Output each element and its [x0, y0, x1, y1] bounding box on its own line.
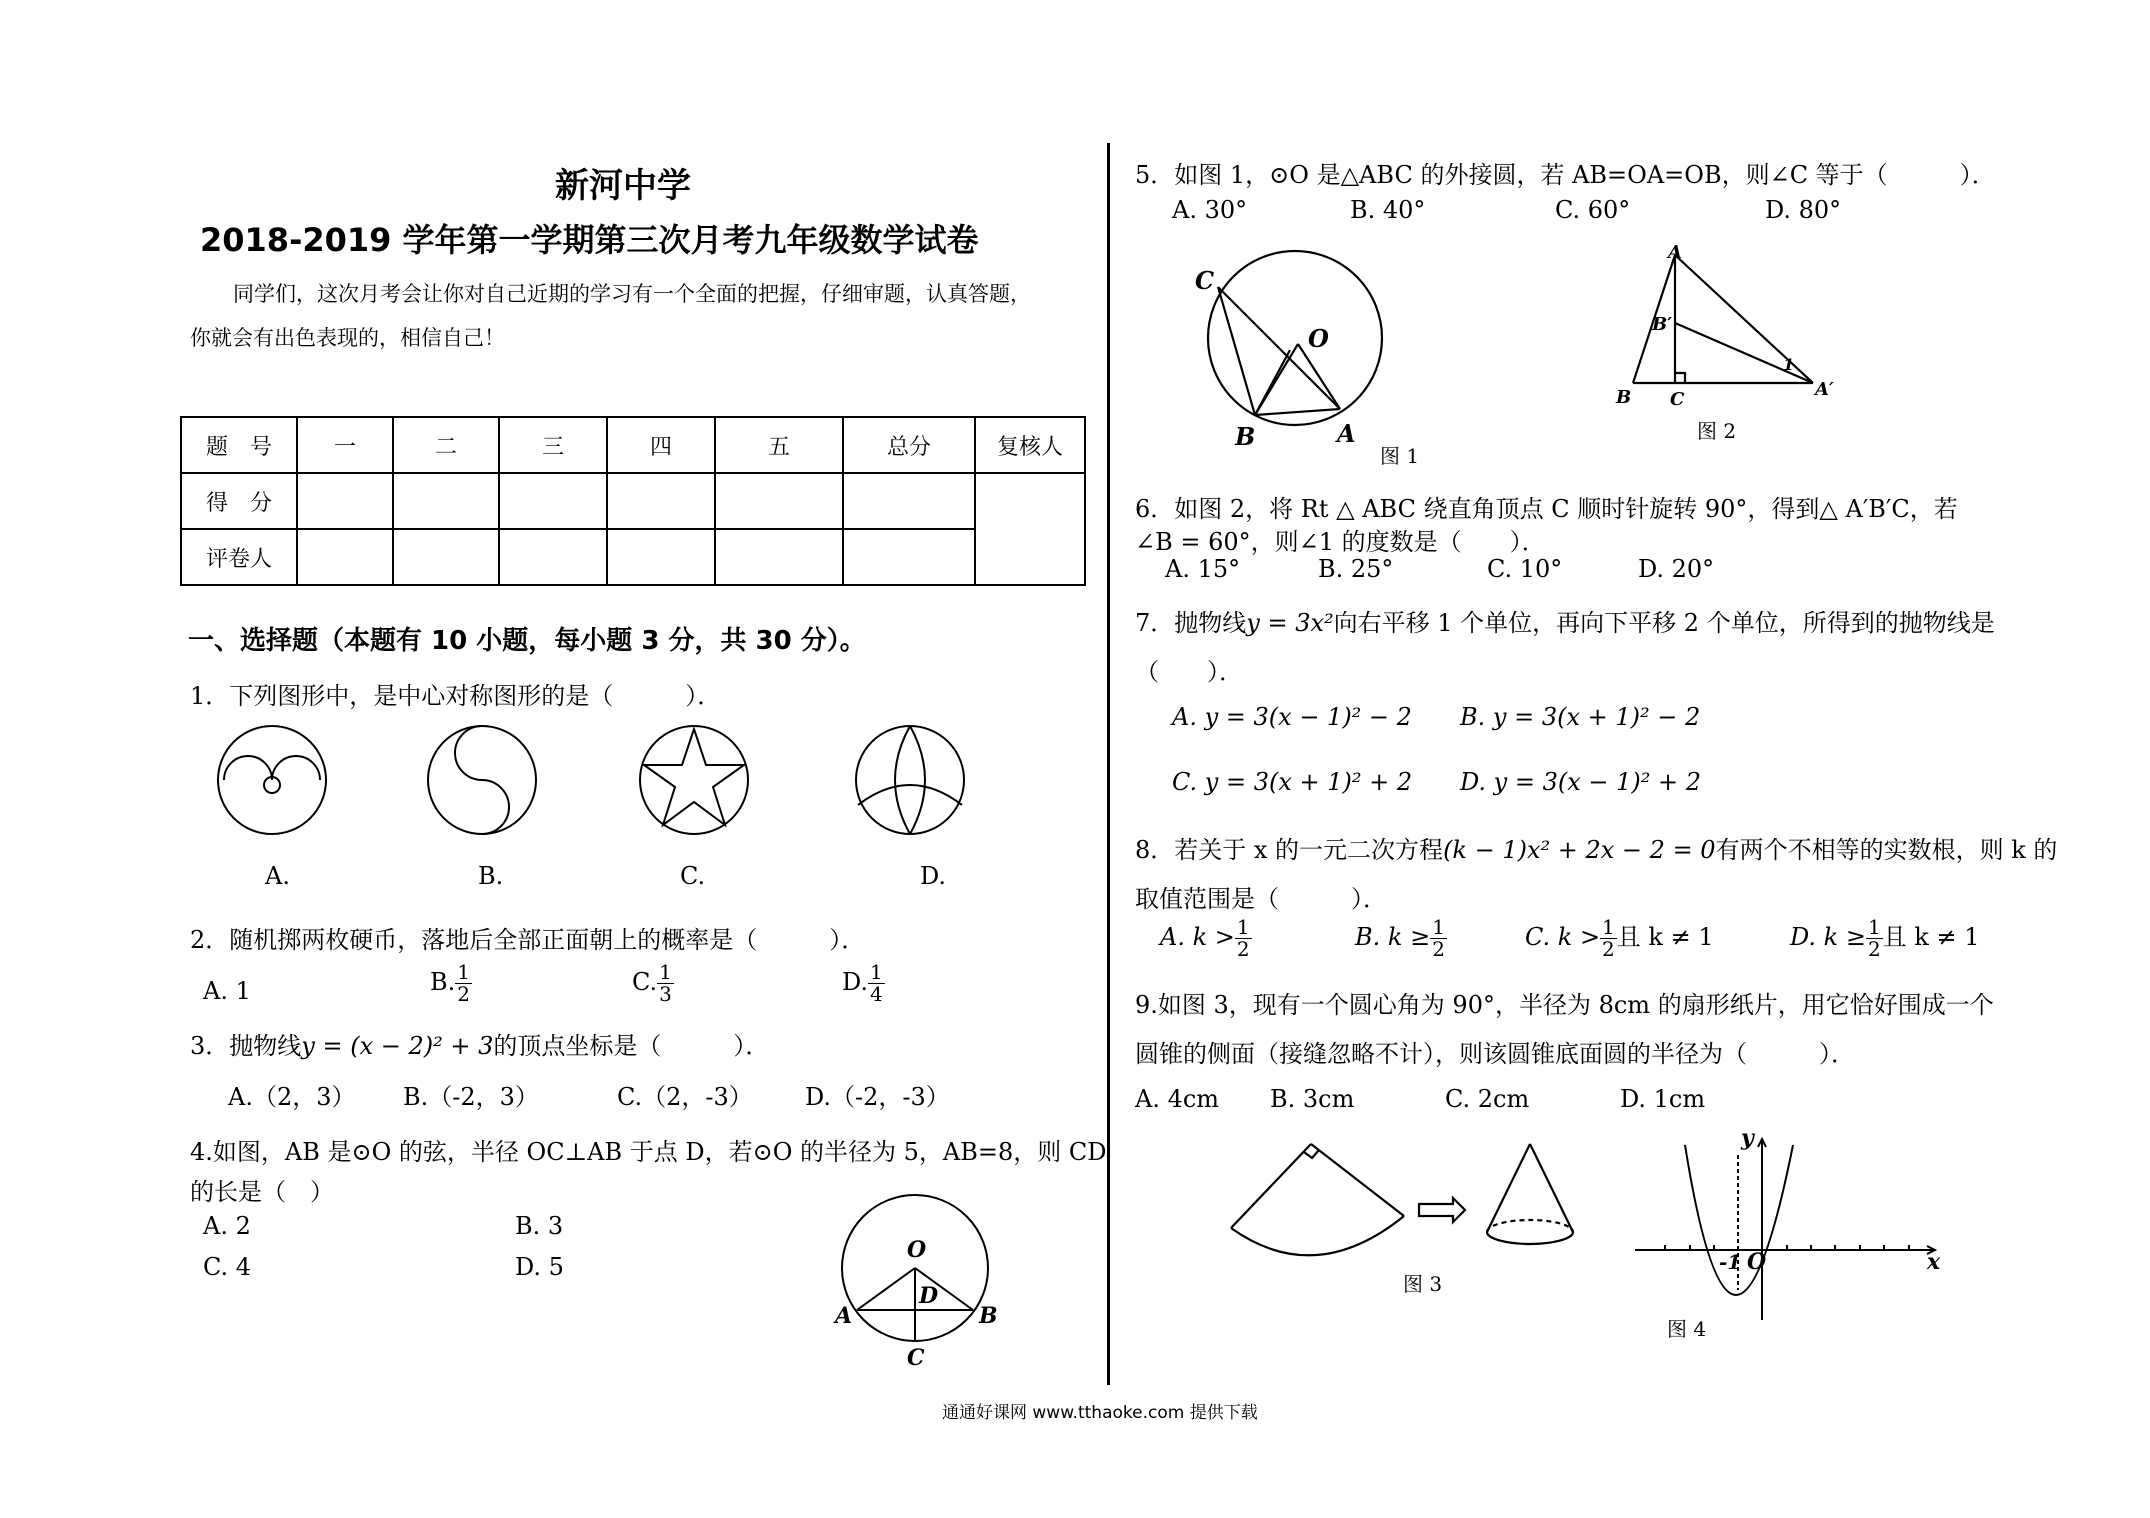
q9-option-a: A. 4cm [1135, 1085, 1220, 1113]
q8-line-1-post: 有两个不相等的实数根，则 k 的 [1715, 836, 2058, 864]
q1-option-d: D. [920, 862, 947, 890]
q5-fig1-label-a: A [1337, 419, 1356, 448]
q3-stem [190, 1026, 769, 1061]
q2-option-c-prefix: C. [632, 968, 658, 996]
q6-fig2-label-a-prime: A′ [1815, 379, 1834, 400]
q2-option-d-prefix: D. [842, 968, 869, 996]
q4-option-a: A. 2 [203, 1212, 251, 1240]
q8-option-b [1355, 917, 1447, 960]
grader-input-cell[interactable] [499, 529, 607, 585]
q1-option-a: A. [265, 862, 290, 890]
q2-option-c [632, 962, 674, 1005]
table-cell: 复核人 [975, 417, 1085, 473]
q7-option-b: B. y = 3(x + 1)² − 2 [1460, 703, 1701, 731]
fraction-numerator: 1 [457, 960, 470, 984]
q9-fig4-label-x: x [1927, 1249, 1941, 1275]
q4-label-b: B [979, 1303, 998, 1329]
q1-stem: 1．下列图形中，是中心对称图形的是（ ）． [190, 682, 722, 710]
school-name: 新河中学 [555, 166, 691, 206]
reviewer-cell[interactable] [975, 473, 1085, 585]
grader-input-cell[interactable] [393, 529, 499, 585]
fraction-numerator: 1 [870, 960, 883, 984]
q6-option-c: C. 10° [1487, 555, 1563, 583]
score-input-cell[interactable] [715, 473, 843, 529]
q1-option-b: B. [478, 862, 504, 890]
q8-option-d-fraction [1866, 917, 1883, 960]
table-cell: 三 [499, 417, 607, 473]
q5-option-d: D. 80° [1765, 196, 1842, 224]
fraction-numerator: 1 [659, 960, 672, 984]
table-cell: 总分 [843, 417, 975, 473]
q8-option-d [1790, 917, 1979, 960]
q1-figure-d [856, 726, 964, 834]
q4-option-b: B. 3 [515, 1212, 564, 1240]
q7-line-2: （ ）． [1135, 658, 1243, 686]
table-cell: 一 [297, 417, 393, 473]
fraction-denominator: 2 [457, 982, 470, 1006]
q5-option-a: A. 30° [1172, 196, 1248, 224]
q8-option-d-post: 且 k ≠ 1 [1882, 923, 1980, 951]
q8-option-c [1525, 917, 1714, 960]
fraction-numerator: 1 [1236, 915, 1250, 939]
q1-figures [210, 725, 990, 845]
q1-figure-b [428, 726, 536, 834]
score-input-cell[interactable] [607, 473, 715, 529]
fraction-denominator: 4 [870, 982, 883, 1006]
table-cell: 四 [607, 417, 715, 473]
q7-option-a: A. y = 3(x − 1)² − 2 [1172, 703, 1412, 731]
q8-option-c-pre: C. k > [1525, 923, 1601, 951]
q4-label-d: D [919, 1283, 939, 1309]
score-row [181, 473, 1085, 529]
q5-stem: 5．如图 1，⊙O 是△ABC 的外接圆，若 AB=OA=OB，则∠C 等于（ ）． [1135, 161, 1996, 189]
q9-option-b: B. 3cm [1270, 1085, 1355, 1113]
q2-option-c-fraction [657, 962, 674, 1005]
q1-figure-a [218, 726, 326, 834]
q8-line-1 [1135, 830, 2057, 865]
q9-fig3-caption: 图 3 [1403, 1272, 1443, 1296]
column-divider [1107, 143, 1110, 1385]
q5-figure-1 [1190, 262, 1420, 467]
section-1-heading: 一、选择题（本题有 10 小题，每小题 3 分，共 30 分）。 [188, 626, 866, 656]
q6-fig2-label-a: A [1668, 242, 1682, 263]
grader-input-cell[interactable] [607, 529, 715, 585]
q5-option-b: B. 40° [1350, 196, 1426, 224]
table-cell: 题 号 [181, 417, 297, 473]
q8-option-c-fraction [1600, 917, 1617, 960]
q6-fig2-caption: 图 2 [1697, 419, 1737, 443]
q2-stem: 2．随机掷两枚硬币，落地后全部正面朝上的概率是（ ）． [190, 926, 866, 954]
fraction-denominator: 2 [1867, 937, 1881, 961]
score-input-cell[interactable] [843, 473, 975, 529]
fraction-numerator: 1 [1867, 915, 1881, 939]
q5-fig1-label-b: B [1235, 422, 1256, 451]
q2-option-b-prefix: B. [430, 968, 456, 996]
footer-text: 通通好课网 www.tthaoke.com 提供下载 [942, 1403, 1258, 1423]
q4-option-d: D. 5 [515, 1253, 564, 1281]
q4-label-c: C [907, 1345, 925, 1371]
fraction-numerator: 1 [1432, 915, 1445, 939]
fraction-denominator: 2 [1236, 937, 1250, 961]
q6-figure-2 [1615, 242, 1835, 415]
q6-option-d: D. 20° [1638, 555, 1715, 583]
q9-line-1: 9.如图 3，现有一个圆心角为 90°，半径为 8cm 的扇形纸片，用它恰好围成一个 [1135, 991, 1994, 1019]
q9-fig4-label-y: y [1741, 1125, 1754, 1151]
fraction-denominator: 2 [1602, 937, 1615, 961]
q4-figure [835, 1185, 1020, 1370]
q4-stem-line-2: 的长是（ ） [190, 1178, 334, 1206]
score-table-header-row [181, 417, 1085, 473]
q6-fig2-label-b-prime: B′ [1652, 314, 1672, 335]
q6-fig2-label-angle-1: 1 [1783, 355, 1795, 374]
q8-equation: (k − 1)x² + 2x − 2 = 0 [1443, 836, 1716, 864]
q5-fig1-label-c: C [1195, 266, 1215, 295]
q7-option-c: C. y = 3(x + 1)² + 2 [1172, 768, 1413, 796]
grader-row [181, 529, 1085, 585]
fraction-numerator: 1 [1602, 915, 1615, 939]
table-cell: 得 分 [181, 473, 297, 529]
grader-input-cell[interactable] [843, 529, 975, 585]
q7-line-1-pre: 7．抛物线 [1135, 609, 1247, 637]
q8-option-c-post: 且 k ≠ 1 [1616, 923, 1714, 951]
q9-fig4-caption: 图 4 [1667, 1317, 1707, 1341]
table-cell: 二 [393, 417, 499, 473]
q4-stem-line-1: 4.如图，AB 是⊙O 的弦，半径 OC⊥AB 于点 D，若⊙O 的半径为 5，AB=8，则 CD [190, 1138, 1107, 1166]
q6-fig2-label-c: C [1670, 389, 1685, 410]
q4-option-c: C. 4 [203, 1253, 252, 1281]
q7-line-1 [1135, 603, 1995, 638]
q3-expression: y = (x − 2)² + 3 [301, 1032, 494, 1060]
q3-stem-post: 的顶点坐标是（ ）． [493, 1032, 770, 1060]
q4-label-a: A [835, 1303, 853, 1329]
q8-line-2: 取值范围是（ ）． [1135, 885, 1387, 913]
score-input-cell[interactable] [499, 473, 607, 529]
q6-option-b: B. 25° [1318, 555, 1394, 583]
q9-option-d: D. 1cm [1620, 1085, 1706, 1113]
q5-fig1-label-o: O [1308, 324, 1329, 353]
q6-option-a: A. 15° [1165, 555, 1241, 583]
q3-stem-pre: 3．抛物线 [190, 1032, 302, 1060]
q9-option-c: C. 2cm [1445, 1085, 1530, 1113]
q4-label-o: O [907, 1237, 927, 1263]
score-input-cell[interactable] [393, 473, 499, 529]
score-input-cell[interactable] [297, 473, 393, 529]
q3-option-b: B.（-2，3） [403, 1083, 539, 1111]
grader-input-cell[interactable] [297, 529, 393, 585]
q5-option-c: C. 60° [1555, 196, 1631, 224]
q7-option-d: D. y = 3(x − 1)² + 2 [1460, 768, 1701, 796]
table-cell: 五 [715, 417, 843, 473]
q8-option-b-fraction [1430, 917, 1447, 960]
q5-fig1-caption: 图 1 [1380, 444, 1420, 468]
q3-option-d: D.（-2，-3） [805, 1083, 950, 1111]
q3-option-a: A.（2，3） [228, 1083, 356, 1111]
q2-option-a: A. 1 [203, 977, 251, 1005]
q8-line-1-pre: 8．若关于 x 的一元二次方程 [1135, 836, 1444, 864]
score-table [180, 416, 1086, 586]
q2-option-b [430, 962, 472, 1005]
q1-option-c: C. [680, 862, 706, 890]
fraction-denominator: 3 [659, 982, 672, 1006]
exam-title: 2018-2019 学年第一学期第三次月考九年级数学试卷 [200, 221, 979, 259]
q8-option-a-fraction [1235, 917, 1252, 960]
q8-option-a [1160, 917, 1252, 960]
q7-expression: y = 3x² [1246, 609, 1334, 637]
q9-figure-3 [1225, 1140, 1605, 1280]
grader-input-cell[interactable] [715, 529, 843, 585]
table-cell: 评卷人 [181, 529, 297, 585]
q2-option-b-fraction [455, 962, 472, 1005]
q9-fig4-label-neg1: -1 [1719, 1250, 1742, 1274]
q2-option-d [842, 962, 885, 1005]
intro-line-1: 同学们，这次月考会让你对自己近期的学习有一个全面的把握，仔细审题，认真答题， [233, 282, 1031, 306]
q8-option-d-pre: D. k ≥ [1790, 923, 1866, 951]
q9-line-2: 圆锥的侧面（接缝忽略不计），则该圆锥底面圆的半径为（ ）． [1135, 1040, 1855, 1068]
q8-option-b-pre: B. k ≥ [1355, 923, 1431, 951]
q9-figure-4 [1625, 1125, 1945, 1325]
q6-fig2-label-b: B [1616, 387, 1632, 408]
q6-line-2: ∠B = 60°，则∠1 的度数是（ ）． [1135, 528, 1546, 556]
fraction-denominator: 2 [1432, 937, 1445, 961]
q3-option-c: C.（2，-3） [617, 1083, 753, 1111]
q7-line-1-post: 向右平移 1 个单位，再向下平移 2 个单位，所得到的抛物线是 [1333, 609, 1995, 637]
q8-option-a-pre: A. k > [1160, 923, 1235, 951]
q6-line-1: 6．如图 2，将 Rt △ ABC 绕直角顶点 C 顺时针旋转 90°，得到△ A′B′C，若 [1135, 495, 1958, 523]
q9-fig4-label-o: O [1747, 1249, 1767, 1275]
q1-figure-c [640, 726, 748, 834]
q2-option-d-fraction [868, 962, 885, 1005]
intro-line-2: 你就会有出色表现的，相信自己！ [190, 326, 505, 350]
